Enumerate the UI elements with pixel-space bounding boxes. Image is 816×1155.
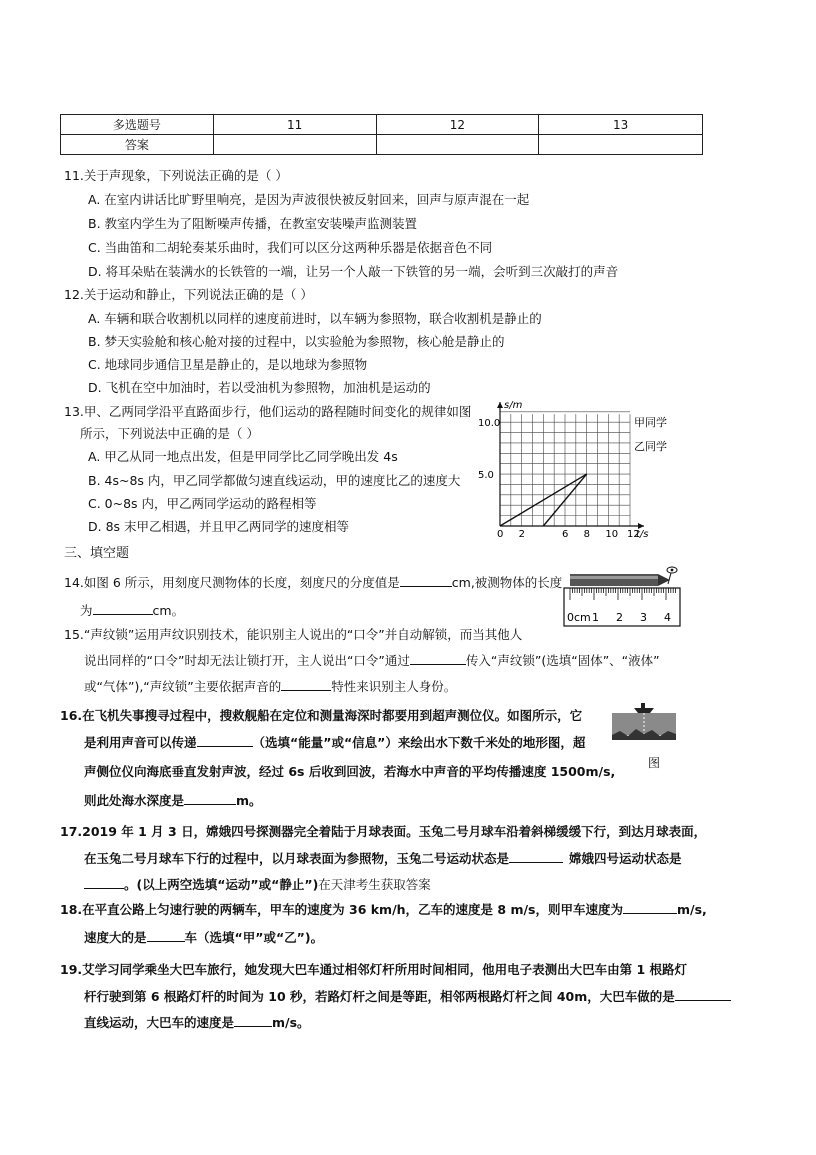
q18-text-a: 18.在平直公路上匀速行驶的两辆车，甲车的速度为 36 km/h，乙车的速度是 8 m/s，则甲车速度为 — [60, 902, 623, 917]
q15-text-b: 传入“声纹锁”(选填“固体”、“液体” — [465, 653, 660, 668]
table-cell: 12 — [376, 115, 539, 135]
ship-icon — [634, 708, 654, 713]
ruler-label-1: 1 — [592, 611, 599, 624]
q16-text-c: 则此处海水深度是 — [84, 793, 185, 808]
answer-cell-13[interactable] — [539, 135, 703, 155]
q17-text-c: 。(以上两空选填“运动”或“静止”) — [124, 877, 319, 892]
eye-pupil — [671, 569, 674, 572]
q14-blank-2[interactable] — [93, 602, 153, 615]
q13-option-a: A. 甲乙从同一地点出发，但是甲同学比乙同学晚出发 4s — [88, 449, 398, 464]
answer-cell-11[interactable] — [213, 135, 376, 155]
answer-table-answer-row — [61, 135, 703, 155]
q16-line4 — [84, 791, 262, 809]
q14-blank-1[interactable] — [400, 574, 452, 587]
q18-text-b: m/s, — [676, 902, 707, 917]
q19-text-a: 杆行驶到第 6 根路灯杆的时间为 10 秒，若路灯杆之间是等距，相邻两根路灯杆之间 40m，大巴车做的是 — [84, 989, 675, 1004]
x-tick-label: 10 — [605, 529, 619, 540]
ruler-label-3: 3 — [640, 611, 647, 624]
q18-blank-1[interactable] — [623, 901, 677, 914]
q13-stem-line1: 13.甲、乙两同学沿平直路面步行，他们运动的路程随时间变化的规律如图 — [64, 404, 472, 419]
q11-stem: 11.关于声现象，下列说法正确的是（ ） — [64, 168, 288, 183]
measured-object — [570, 574, 658, 586]
answer-table-header-row — [61, 115, 703, 135]
q14-text-b: cm,被测物体的长度 — [451, 575, 563, 590]
q15-blank-2[interactable] — [281, 678, 331, 691]
chart-axes — [497, 402, 644, 529]
st-graph — [478, 398, 678, 544]
q13-option-c: C. 0~8s 内，甲乙两同学运动的路程相等 — [88, 496, 317, 511]
sonar-figure-caption: 图 — [648, 756, 661, 770]
chart-labels — [478, 400, 667, 540]
table-cell: 多选题号 — [61, 115, 214, 135]
q15-line2 — [84, 651, 660, 669]
q17-line1: 17.2019 年 1 月 3 日，嫦娥四号探测器完全着陆于月球表面。玉兔二号月球车沿着斜梯缓缓下行，到达月球表面， — [60, 824, 707, 839]
answer-table — [60, 114, 703, 155]
q12-stem: 12.关于运动和静止，下列说法正确的是（ ） — [64, 287, 313, 302]
q15-text-c: 或“气体”),“声纹锁”主要依据声音的 — [84, 679, 282, 694]
y-tick-label: 10.0 — [478, 418, 501, 430]
x-axis-label: t/s — [636, 529, 649, 540]
x-tick-label: 8 — [583, 529, 591, 540]
x-tick-label: 2 — [518, 529, 526, 540]
q18-line2 — [84, 928, 323, 946]
q16-text-a: 是利用声音可以传递 — [84, 735, 197, 750]
q16-line2 — [84, 733, 585, 751]
q16-line1: 16.在飞机失事搜寻过程中，搜救舰船在定位和测量海深时都要用到超声测位仪。如图所示，它 — [60, 708, 583, 723]
section-3-title: 三、填空题 — [64, 546, 130, 561]
sonar-figure — [610, 700, 678, 748]
q19-line2 — [84, 987, 731, 1005]
q17-blank-2[interactable] — [84, 876, 124, 889]
q15-blank-1[interactable] — [410, 652, 466, 665]
x-tick-label: 6 — [562, 529, 569, 540]
q16-blank-2[interactable] — [184, 792, 236, 805]
q16-line3: 声侧位仪向海底垂直发射声波，经过 6s 后收到回波，若海水中声音的平均传播速度 1500m/s, — [84, 764, 616, 779]
q18-line1 — [60, 900, 707, 918]
table-cell: 11 — [213, 115, 376, 135]
q19-blank-2[interactable] — [234, 1014, 272, 1027]
q16-text-d: m。 — [236, 793, 262, 808]
q19-text-b: 直线运动，大巴车的速度是 — [84, 1015, 235, 1030]
answer-cell-12[interactable] — [376, 135, 539, 155]
ruler-label-2: 2 — [616, 611, 623, 624]
ruler-label-0: 0cm — [567, 611, 591, 624]
seawater — [612, 713, 676, 735]
sight-line — [668, 573, 671, 584]
y-axis-arrow — [497, 402, 503, 408]
watermark-text: 在天津考生获取答案 — [318, 877, 431, 892]
y-axis-label: s/m — [504, 400, 523, 411]
q13-option-d: D. 8s 末甲乙相遇，并且甲乙两同学的速度相等 — [88, 519, 350, 534]
object-tip — [658, 574, 670, 586]
q15-text-a: 说出同样的“口令”时却无法让锁打开，主人说出“口令”通过 — [84, 653, 410, 668]
x-tick-label: 0 — [497, 529, 504, 540]
q19-blank-1[interactable] — [675, 988, 731, 1001]
q19-line3 — [84, 1013, 310, 1031]
q15-line3 — [84, 677, 456, 695]
q15-text-d: 特性来识别主人身份。 — [331, 679, 457, 694]
x-tick-label: 12 — [627, 529, 640, 540]
q18-text-c: 速度大的是 — [84, 930, 147, 945]
q14-line2 — [80, 601, 184, 619]
q13-stem-line2: 所示，下列说法中正确的是（ ） — [80, 426, 259, 441]
ruler-label-4: 4 — [664, 611, 671, 624]
q14-line1 — [64, 573, 562, 591]
q17-text-b: 嫦娥四号运动状态是 — [569, 851, 682, 866]
q16-text-b: （选填“能量”或“信息”）来绘出水下数千米处的地形图，超 — [252, 735, 586, 750]
q11-option-d: D. 将耳朵贴在装满水的长铁管的一端，让另一个人敲一下铁管的另一端，会听到三次敲打的声音 — [88, 264, 619, 279]
q11-option-c: C. 当曲笛和二胡轮奏某乐曲时，我们可以区分这两种乐器是依据音色不同 — [88, 240, 493, 255]
chart-grid — [500, 412, 630, 526]
q19-line1: 19.艾学习同学乘坐大巴车旅行，她发现大巴车通过相邻灯杆所用时间相同，他用电子表测出大巴车由第 1 根路灯 — [60, 962, 688, 977]
table-cell: 13 — [539, 115, 703, 135]
ship-mast — [641, 703, 645, 708]
table-cell: 答案 — [61, 135, 214, 155]
q17-line2 — [84, 849, 682, 867]
q16-blank-1[interactable] — [197, 734, 253, 747]
q17-line3 — [84, 875, 431, 893]
q12-option-c: C. 地球同步通信卫星是静止的，是以地球为参照物 — [88, 357, 368, 372]
q17-blank-1[interactable] — [509, 850, 563, 863]
q11-option-a: A. 在室内讲话比旷野里响亮，是因为声波很快被反射回来，回声与原声混在一起 — [88, 192, 530, 207]
q14-text-c: 为 — [80, 603, 93, 618]
q18-blank-2[interactable] — [147, 929, 185, 942]
measured-object-highlight — [570, 576, 658, 579]
q12-option-b: B. 梦天实验舱和核心舱对接的过程中，以实验舱为参照物，核心舱是静止的 — [88, 334, 505, 349]
q13-option-b: B. 4s~8s 内，甲乙同学都做匀速直线运动，甲的速度比乙的速度大 — [88, 473, 461, 488]
q14-text-a: 14.如图 6 所示，用刻度尺测物体的长度，刻度尺的分度值是 — [64, 575, 400, 590]
legend-yi: 乙同学 — [634, 440, 667, 454]
q12-option-d: D. 飞机在空中加油时，若以受油机为参照物，加油机是运动的 — [88, 380, 431, 395]
q17-text-a: 在玉兔二号月球车下行的过程中，以月球表面为参照物，玉兔二号运动状态是 — [84, 851, 510, 866]
q11-option-b: B. 教室内学生为了阻断噪声传播，在教室安装噪声监测装置 — [88, 216, 418, 231]
q12-option-a: A. 车辆和联合收割机以同样的速度前进时，以车辆为参照物，联合收割机是静止的 — [88, 311, 542, 326]
q15-line1: 15.“声纹锁”运用声纹识别技术，能识别主人说出的“口令”并自动解锁，而当其他人 — [64, 627, 523, 642]
q18-text-d: 车（选填“甲”或“乙”)。 — [184, 930, 324, 945]
y-tick-label: 5.0 — [478, 470, 494, 482]
legend-jia: 甲同学 — [634, 416, 667, 430]
q19-text-c: m/s。 — [272, 1015, 310, 1030]
ruler-figure — [562, 564, 684, 630]
q14-text-d: cm。 — [152, 603, 185, 618]
